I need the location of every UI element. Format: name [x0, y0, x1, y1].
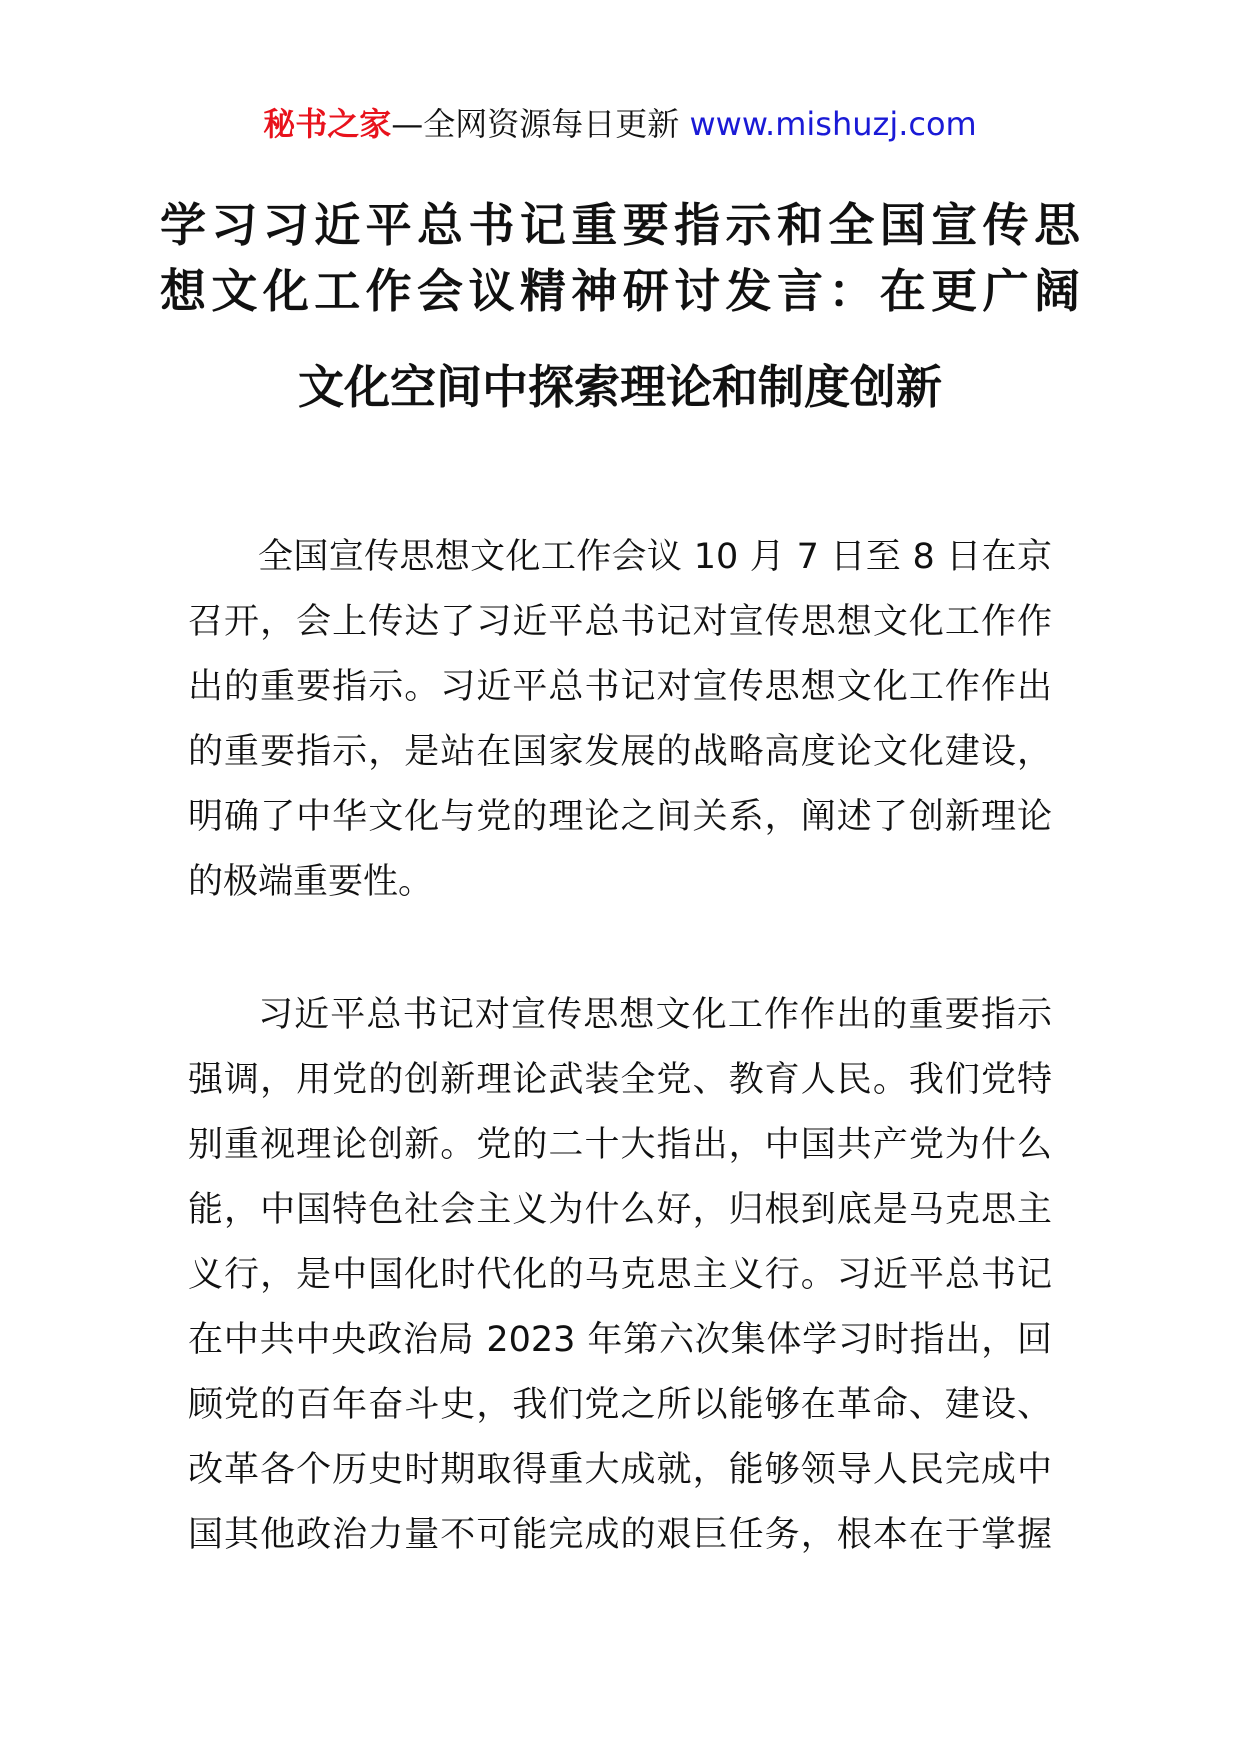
- paragraph-line: 在中共中央政治局 2023 年第六次集体学习时指出，回: [188, 1320, 1052, 1360]
- paragraph-line: 义行，是中国化时代化的马克思主义行。习近平总书记: [188, 1255, 1052, 1295]
- title-line: 文化空间中探索理论和制度创新: [298, 360, 942, 414]
- title-line: 想文化工作会议精神研讨发言：在更广阔: [160, 264, 1080, 318]
- paragraph-line: 的极端重要性。: [188, 862, 434, 902]
- paragraph-line: 能，中国特色社会主义为什么好，归根到底是马克思主: [188, 1190, 1052, 1230]
- paragraph-line: 的重要指示，是站在国家发展的战略高度论文化建设，: [188, 732, 1052, 772]
- paragraph-line: 改革各个历史时期取得重大成就，能够领导人民完成中: [188, 1450, 1052, 1490]
- site-url-link[interactable]: www.mishuzj.com: [689, 105, 977, 143]
- paragraph-line: 召开，会上传达了习近平总书记对宣传思想文化工作作: [188, 602, 1052, 642]
- paragraph-line: 明确了中华文化与党的理论之间关系，阐述了创新理论: [188, 797, 1052, 837]
- paragraph-line: 国其他政治力量不可能完成的艰巨任务，根本在于掌握: [188, 1515, 1052, 1555]
- paragraph-line: 顾党的百年奋斗史，我们党之所以能够在革命、建设、: [188, 1385, 1052, 1425]
- paragraph-line: 全国宣传思想文化工作会议 10 月 7 日至 8 日在京: [258, 537, 1052, 577]
- paragraph-line: 习近平总书记对宣传思想文化工作作出的重要指示: [258, 995, 1052, 1035]
- paragraph-2: [188, 983, 1052, 1568]
- header-slogan: —全网资源每日更新: [391, 105, 680, 143]
- document-body: [188, 525, 1052, 1568]
- paragraph-line: 出的重要指示。习近平总书记对宣传思想文化工作作出: [188, 667, 1052, 707]
- paragraph-1: [188, 525, 1052, 915]
- paragraph-line: 别重视理论创新。党的二十大指出，中国共产党为什么: [188, 1125, 1052, 1165]
- paragraph-line: 强调，用党的创新理论武装全党、教育人民。我们党特: [188, 1060, 1052, 1100]
- document-title: [160, 192, 1080, 420]
- title-line: 学习习近平总书记重要指示和全国宣传思: [160, 198, 1080, 252]
- site-header: [0, 102, 1240, 146]
- brand-name: 秘书之家: [263, 105, 392, 143]
